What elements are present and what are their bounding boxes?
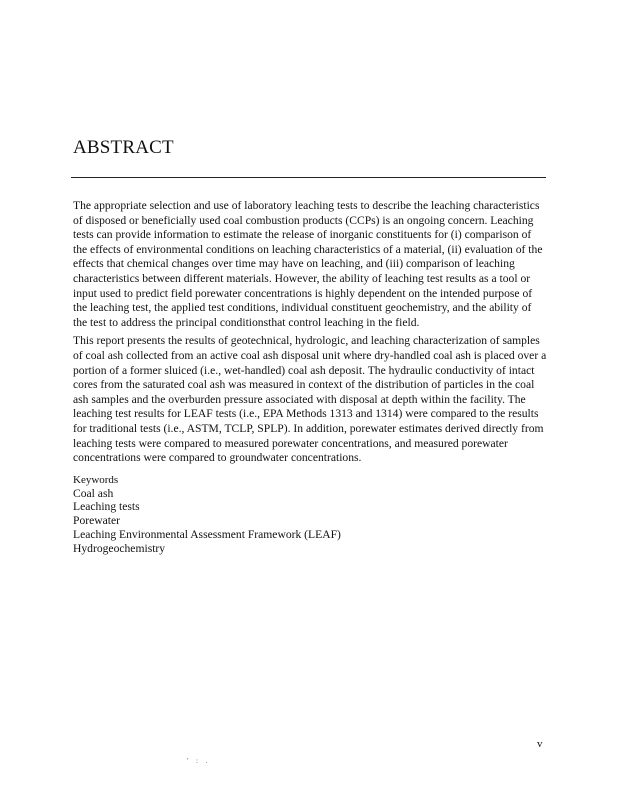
keyword-item: Coal ash bbox=[73, 486, 114, 500]
abstract-paragraph: This report presents the results of geotechnical, hydrologic, and leaching characterization of samples of coal ash collected from an active coal ash disposal unit where dry-handled coal ash is placed over a portion of a former sluiced (i.e., wet-handled) coal ash deposit. The hydraulic conductivity of intact cores from the saturated coal ash was measured in context of the distribution of particles in the coal ash samples and the overburden pressure associated with disposal at depth within the facility. The leaching test results for LEAF tests (i.e., EPA Methods 1313 and 1314) were compared to the results for traditional tests (i.e., ASTM, TCLP, SPLP). In addition, porewater estimates derived directly from leaching tests were compared to measured porewater concentrations, and measured porewater concentrations were compared to groundwater concentrations. bbox=[73, 334, 547, 465]
abstract-body bbox=[73, 199, 548, 556]
page-title: ABSTRACT bbox=[73, 136, 174, 158]
keyword-item: Porewater bbox=[73, 514, 120, 528]
abstract-paragraph: The appropriate selection and use of laboratory leaching tests to describe the leaching characteristics of disposed or beneficially used coal combustion products (CCPs) is an ongoing concern. Leaching tests can provide information to estimate the release of inorganic constituents for (i) comparison of the effects of environmental conditions on leaching characteristics of a material, (ii) evaluation of the effects that chemical changes over time may have on leaching, and (iii) comparison of leaching characteristics between different materials. However, the ability of leaching test results as a tool or input used to predict field porewater concentrations is highly dependent on the intended purpose of the leaching test, the applied test conditions, individual constituent geochemistry, and the ability of the test to address the principal conditionsthat control leaching in the field. bbox=[73, 199, 543, 329]
keyword-item: Leaching Environmental Assessment Framework (LEAF) bbox=[73, 528, 341, 542]
title-divider bbox=[71, 177, 546, 178]
keyword-item: Hydrogeochemistry bbox=[73, 541, 166, 555]
keywords-list bbox=[73, 487, 548, 556]
page-number: v bbox=[537, 738, 543, 750]
keyword-item: Leaching tests bbox=[73, 500, 140, 514]
keywords-label: Keywords bbox=[73, 473, 119, 486]
stray-marks: ' : . bbox=[187, 757, 211, 765]
